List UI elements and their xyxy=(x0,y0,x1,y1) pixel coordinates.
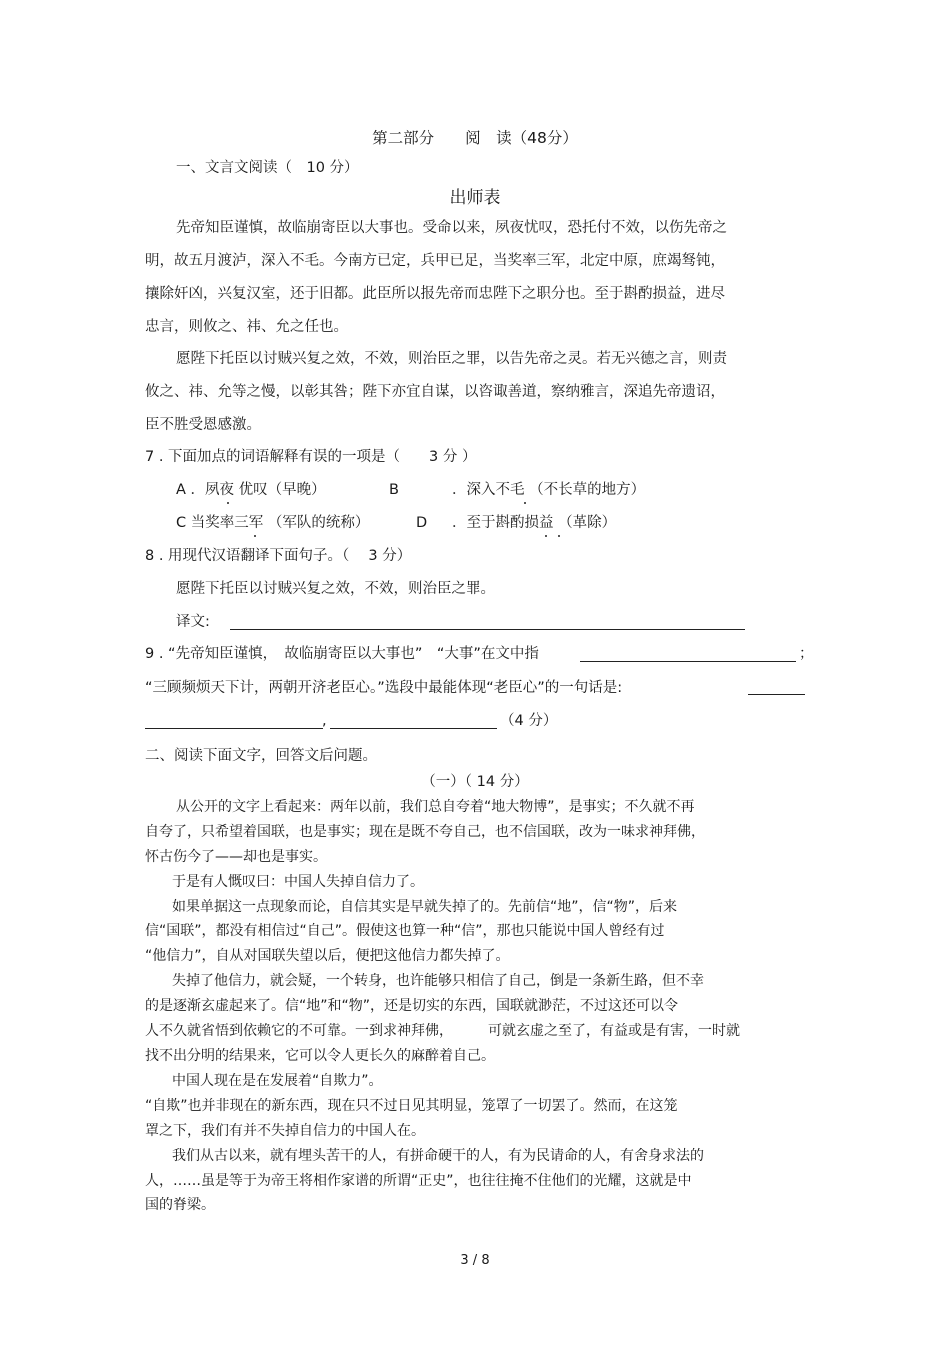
q7-option-d-label: D xyxy=(416,515,428,531)
part2-heading: 二、阅读下面文字，回答文后问题。 xyxy=(145,748,377,764)
q7-option-a: A ．夙夜 优叹（早晚） xyxy=(176,482,326,498)
part2-line-10: 人不久就省悟到依赖它的不可靠。一到求神拜佛， 可就玄虚之至了，有益或是有害，一时就 xyxy=(145,1023,740,1039)
q9-semicolon: ； xyxy=(799,646,814,662)
para2-line-3: 臣不胜受恩感激。 xyxy=(145,417,261,433)
emphasis-dot xyxy=(545,535,547,537)
para2-line-2: 攸之、祎、允等之慢，以彰其咎；陛下亦宜自谋，以咨诹善道，察纳雅言，深追先帝遗诏， xyxy=(145,384,725,400)
page-number: 3 / 8 xyxy=(460,1253,490,1268)
part2-line-7: “他信力”，自从对国联失望以后，便把这他信力都失掉了。 xyxy=(145,948,510,964)
emphasis-dot xyxy=(558,535,560,537)
q9-answer-line-2[interactable] xyxy=(748,694,805,695)
part2-line-17: 国的脊梁。 xyxy=(145,1197,215,1213)
q7-option-b-label: B xyxy=(389,482,399,498)
part2-line-4: 于是有人慨叹曰：中国人失掉自信力了。 xyxy=(172,874,424,890)
part2-line-1: 从公开的文字上看起来：两年以前，我们总自夸着“地大物博”，是事实；不久就不再 xyxy=(176,799,695,815)
part2-line-12: 中国人现在是在发展着“自欺力”。 xyxy=(172,1073,383,1089)
part2-line-15: 我们从古以来，就有埋头苦干的人，有拼命硬干的人，有为民请命的人，有舍身求法的 xyxy=(172,1148,704,1164)
para1-line-1: 先帝知臣谨慎，故临崩寄臣以大事也。受命以来，夙夜忧叹，恐托付不效，以伤先帝之 xyxy=(176,220,727,236)
part2-line-3: 怀古伤今了——却也是事实。 xyxy=(145,849,327,865)
q9-comma: , xyxy=(322,713,327,729)
part2-line-9: 的是逐渐玄虚起来了。信“地”和“物”，还是切实的东西，国联就渺茫，不过这还可以令 xyxy=(145,998,679,1014)
part2-line-6: 信“国联”，都没有相信过“自己”。假使这也算一种“信”，那也只能说中国人曾经有过 xyxy=(145,923,665,939)
part1-heading: 一、文言文阅读（ 10 分） xyxy=(176,160,359,176)
q9-score: （4 分） xyxy=(500,713,558,729)
q8-answer-label: 译文: xyxy=(176,614,210,630)
emphasis-dot xyxy=(227,502,229,504)
para1-line-2: 明，故五月渡泸，深入不毛。今南方已定，兵甲已足，当奖率三军，北定中原，庶竭驽钝， xyxy=(145,253,725,269)
part2-subheading: （一）（ 14 分） xyxy=(421,774,529,790)
q9-line-1: 9 . “先帝知臣谨慎， 故临崩寄臣以大事也” “大事”在文中指 xyxy=(145,646,539,662)
part2-line-5: 如果单据这一点现象而论，自信其实是早就失掉了的。先前信“地”，信“物”，后来 xyxy=(172,899,678,915)
q9-answer-line-3[interactable] xyxy=(145,728,323,729)
part2-line-16: 人，……虽是等于为帝王将相作家谱的所谓“正史”，也往往掩不住他们的光耀，这就是中 xyxy=(145,1173,692,1189)
q7-option-d-text: ．至于斟酌损益 （革除） xyxy=(452,515,617,531)
q7-stem: 7 . 下面加点的词语解释有误的一项是（ 3 分 ） xyxy=(145,449,477,465)
section-title: 第二部分 阅 读（48分） xyxy=(372,129,578,147)
para1-line-4: 忠言，则攸之、祎、允之任也。 xyxy=(145,319,348,335)
part2-line-11: 找不出分明的结果来，它可以令人更长久的麻醉着自己。 xyxy=(145,1048,495,1064)
q8-sentence: 愿陛下托臣以讨贼兴复之效，不效，则治臣之罪。 xyxy=(176,581,495,597)
q9-line-2: “三顾频烦天下计，两朝开济老臣心。”选段中最能体现“老臣心”的一句话是: xyxy=(145,680,623,696)
q7-option-b-text: ．深入不毛 （不长草的地方） xyxy=(452,482,646,498)
text-title: 出师表 xyxy=(449,188,501,208)
q9-answer-line-1[interactable] xyxy=(580,661,796,662)
part2-line-13: “自欺”也并非现在的新东西，现在只不过日见其明显，笼罩了一切罢了。然而，在这笼 xyxy=(145,1098,678,1114)
q8-stem: 8 . 用现代汉语翻译下面句子。（ 3 分） xyxy=(145,548,412,564)
para1-line-3: 攘除奸凶，兴复汉室，还于旧都。此臣所以报先帝而忠陛下之职分也。至于斟酌损益，进尽 xyxy=(145,286,725,302)
q7-option-c: C 当奖率三军 （军队的统称） xyxy=(176,515,370,531)
part2-line-8: 失掉了他信力，就会疑，一个转身，也许能够只相信了自己，倒是一条新生路，但不幸 xyxy=(172,973,704,989)
para2-line-1: 愿陛下托臣以讨贼兴复之效，不效，则治臣之罪，以告先帝之灵。若无兴德之言，则责 xyxy=(176,351,727,367)
emphasis-dot xyxy=(254,535,256,537)
q9-answer-line-4[interactable] xyxy=(330,728,497,729)
part2-line-14: 罩之下，我们有并不失掉自信力的中国人在。 xyxy=(145,1123,425,1139)
q8-answer-line[interactable] xyxy=(230,629,745,630)
emphasis-dot xyxy=(524,502,526,504)
part2-line-2: 自夸了，只希望着国联，也是事实；现在是既不夸自己，也不信国联，改为一味求神拜佛， xyxy=(145,824,705,840)
